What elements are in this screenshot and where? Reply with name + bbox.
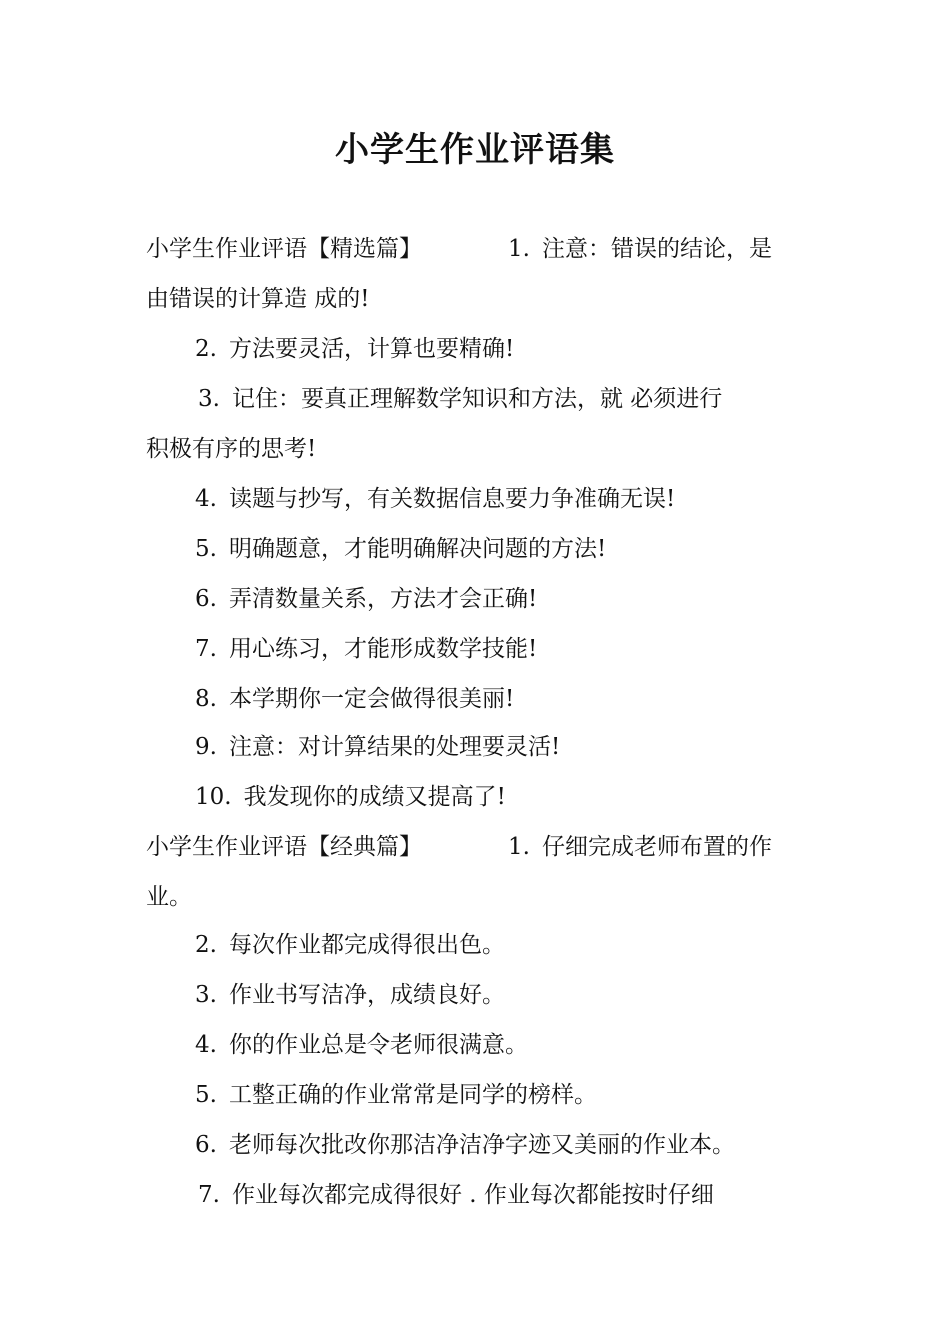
list-item (195, 1120, 735, 1170)
item-text: 读题与抄写，有关数据信息要力争准确无误! (228, 486, 676, 512)
list-item (508, 822, 772, 872)
item-continuation: 业。 (146, 884, 192, 910)
list-item (195, 524, 606, 574)
item-text: 用心练习，才能形成数学技能! (228, 636, 538, 662)
list-item (195, 722, 560, 772)
item-number: 8. (195, 686, 217, 712)
item-number: 2. (195, 336, 217, 362)
list-item (195, 574, 537, 624)
list-item (195, 474, 675, 524)
item-number: 9. (195, 734, 217, 760)
list-item (195, 970, 505, 1020)
item-number: 7. (195, 636, 217, 662)
item-text: 注意：对计算结果的处理要灵活! (228, 734, 561, 760)
list-item (195, 624, 537, 674)
item-number: 6. (195, 586, 217, 612)
list-item (508, 224, 772, 274)
item-text: 每次作业都完成得很出色。 (228, 932, 505, 958)
list-item (198, 374, 722, 424)
item-text: 我发现你的成绩又提高了! (243, 784, 506, 810)
item-text: 本学期你一定会做得很美丽! (228, 686, 515, 712)
item-text: 注意：错误的结论，是 (541, 236, 772, 262)
list-item (195, 920, 505, 970)
section-heading-selected: 小学生作业评语【精选篇】 (146, 236, 422, 262)
item-text: 弄清数量关系，方法才会正确! (228, 586, 538, 612)
list-item (198, 1170, 714, 1220)
item-number: 6. (195, 1132, 217, 1158)
item-number: 4. (195, 1032, 217, 1058)
list-item (195, 324, 514, 374)
item-number: 3. (195, 982, 217, 1008)
list-item (195, 772, 506, 822)
item-text: 工整正确的作业常常是同学的榜样。 (228, 1082, 597, 1108)
item-number: 7. (198, 1182, 220, 1208)
list-item (195, 1070, 597, 1120)
item-text: 作业书写洁净，成绩良好。 (228, 982, 505, 1008)
item-text: 方法要灵活，计算也要精确! (228, 336, 515, 362)
section-heading-classic: 小学生作业评语【经典篇】 (146, 834, 422, 860)
item-number: 3. (198, 386, 220, 412)
item-number: 2. (195, 932, 217, 958)
item-number: 1. (508, 834, 530, 860)
item-text: 作业每次都完成得很好 . 作业每次都能按时仔细 (231, 1182, 714, 1208)
item-continuation: 积极有序的思考! (146, 436, 317, 462)
item-text: 明确题意，才能明确解决问题的方法! (228, 536, 607, 562)
item-number: 10. (195, 784, 232, 810)
item-text: 记住：要真正理解数学知识和方法，就 必须进行 (231, 386, 723, 412)
item-text: 仔细完成老师布置的作 (541, 834, 772, 860)
item-text: 你的作业总是令老师很满意。 (228, 1032, 528, 1058)
item-continuation: 由错误的计算造 成的! (146, 286, 370, 312)
document-title: 小学生作业评语集 (335, 130, 615, 170)
item-text: 老师每次批改你那洁净洁净字迹又美丽的作业本。 (228, 1132, 735, 1158)
item-number: 1. (508, 236, 530, 262)
item-number: 5. (195, 1082, 217, 1108)
item-number: 5. (195, 536, 217, 562)
list-item (195, 674, 514, 724)
list-item (195, 1020, 528, 1070)
item-number: 4. (195, 486, 217, 512)
